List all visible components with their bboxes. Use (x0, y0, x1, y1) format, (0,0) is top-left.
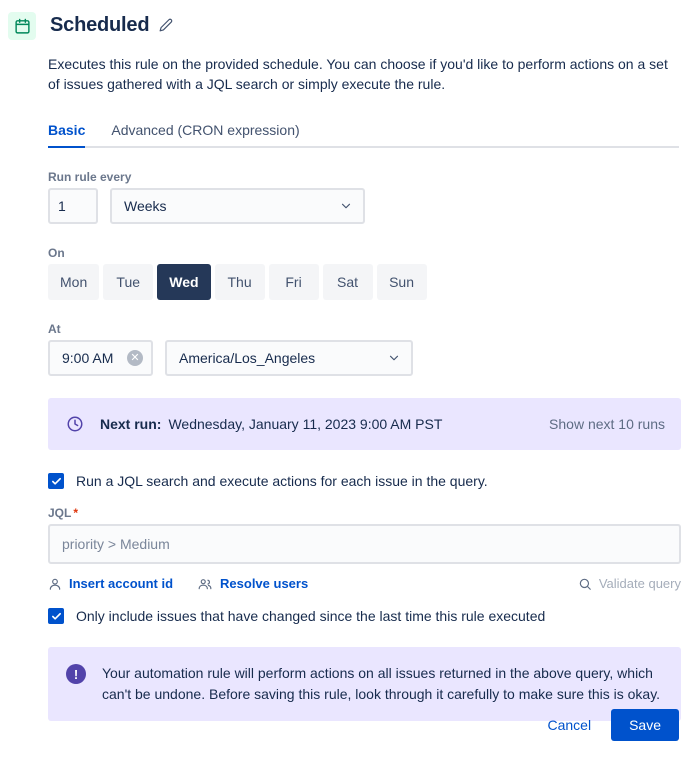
insert-account-id-label: Insert account id (69, 576, 174, 591)
jql-field-label (48, 506, 679, 520)
validate-query-label: Validate query (598, 576, 681, 591)
day-thu[interactable]: Thu (215, 264, 265, 300)
day-sun[interactable]: Sun (377, 264, 427, 300)
next-run-label: Next run: (100, 416, 162, 432)
search-icon (578, 577, 592, 591)
tab-basic[interactable]: Basic (48, 122, 85, 146)
info-icon: ! (66, 664, 86, 684)
jql-input[interactable] (48, 524, 681, 564)
interval-unit-value: Weeks (124, 198, 167, 214)
calendar-icon (8, 12, 36, 40)
user-icon (48, 577, 62, 591)
jql-search-checkbox[interactable] (48, 473, 64, 489)
resolve-users-link[interactable] (197, 576, 308, 591)
run-rule-every-label: Run rule every (48, 170, 132, 184)
time-value: 9:00 AM (62, 350, 114, 366)
validate-query-button[interactable] (578, 576, 681, 591)
panel-header (0, 0, 695, 40)
cancel-button[interactable]: Cancel (535, 709, 603, 741)
clear-icon[interactable]: ✕ (127, 350, 143, 366)
at-row (48, 340, 679, 376)
save-button[interactable]: Save (611, 709, 679, 741)
on-label: On (48, 246, 65, 260)
chevron-down-icon (339, 199, 353, 213)
jql-label-text: JQL (48, 506, 72, 520)
insert-account-id-link[interactable] (48, 576, 173, 591)
day-sat[interactable]: Sat (323, 264, 373, 300)
tab-advanced-cron[interactable]: Advanced (CRON expression) (111, 122, 300, 138)
day-fri[interactable]: Fri (269, 264, 319, 300)
jql-search-checkbox-label: Run a JQL search and execute actions for each issue in the query. (76, 473, 488, 489)
pencil-icon[interactable] (159, 18, 173, 32)
changed-only-label: Only include issues that have changed since the last time this rule executed (76, 608, 546, 624)
timezone-value: America/Los_Angeles (179, 350, 316, 366)
footer-actions (535, 709, 679, 741)
panel-description: Executes this rule on the provided schedule. You can choose if you'd like to perform actions on a set of issues gathered with a JQL search or simply execute the rule. (48, 56, 668, 92)
changed-only-checkbox[interactable] (48, 608, 64, 624)
day-wed[interactable]: Wed (157, 264, 210, 300)
jql-search-checkbox-row (48, 472, 679, 490)
changed-only-checkbox-row (48, 607, 679, 625)
required-marker: * (73, 506, 79, 520)
next-run-value: Wednesday, January 11, 2023 9:00 AM PST (168, 416, 443, 432)
warning-text: Your automation rule will perform actions on all issues returned in the above query, which can't be undone. Before saving this rule, look through it carefully to make sure this is okay. (102, 665, 661, 702)
tab-bar (48, 116, 679, 148)
clock-icon (66, 415, 84, 433)
time-input[interactable] (48, 340, 153, 376)
jql-placeholder: priority > Medium (62, 536, 170, 552)
interval-input[interactable] (48, 188, 98, 224)
day-tue[interactable]: Tue (103, 264, 153, 300)
users-icon (197, 577, 213, 591)
page-title: Scheduled (50, 13, 150, 36)
resolve-users-label: Resolve users (220, 576, 309, 591)
timezone-select[interactable] (165, 340, 413, 376)
day-mon[interactable]: Mon (48, 264, 99, 300)
show-next-runs-link[interactable]: Show next 10 runs (549, 416, 665, 432)
interval-unit-select[interactable] (110, 188, 365, 224)
chevron-down-icon (387, 351, 401, 365)
day-selector (48, 264, 679, 300)
jql-tools-row (48, 576, 681, 591)
at-label: At (48, 322, 61, 336)
next-run-banner (48, 398, 681, 450)
run-every-row (48, 188, 679, 224)
